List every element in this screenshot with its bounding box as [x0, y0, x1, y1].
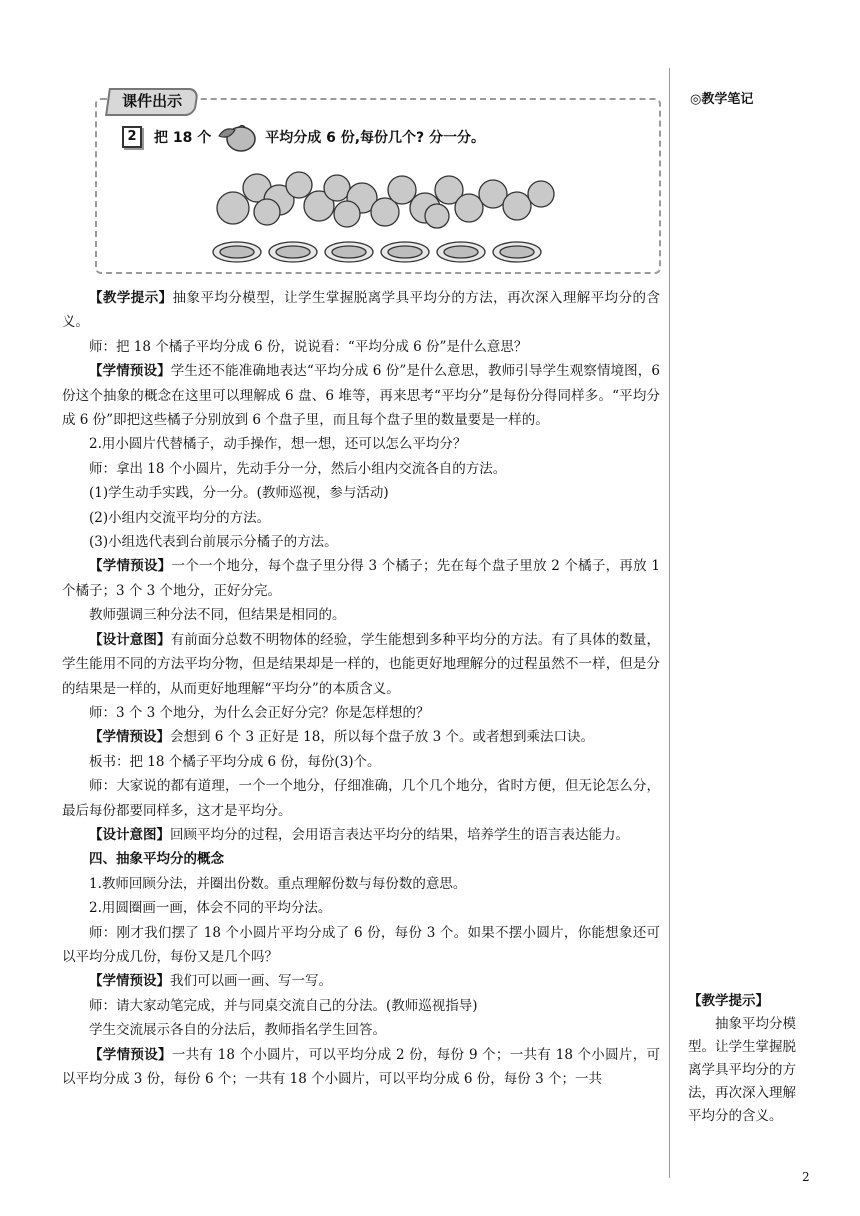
paragraph-tag: 【学情预设】 — [89, 558, 172, 575]
paragraph-tag: 【教学提示】 — [89, 290, 173, 306]
problem-text-b: 平均分成 6 份,每份几个? 分一分。 — [265, 130, 486, 146]
paragraph-text: 2.用圆圈画一画，体会不同的平均分法。 — [89, 900, 332, 917]
paragraph — [62, 457, 660, 481]
paragraph — [62, 1018, 660, 1042]
paragraph — [62, 481, 660, 505]
paragraph-text: 我们可以画一画、写一写。 — [170, 973, 332, 990]
paragraph-text: 1.教师回顾分法，并圈出份数。重点理解份数与每份数的意思。 — [89, 875, 467, 892]
paragraph — [62, 359, 660, 432]
paragraph-text: 学生还不能准确地表达“平均分成 6 份”是什么意思，教师引导学生观察情境图，6 份这个抽象的概念在这里可以理解成 6 盘、6 堆等，再来思考“平均分”是每份分得同样多。“平均分成 6 份”即把这些橘子分别放到 6 个盘子里，而且每个盘子里的数量要是一样的。 — [62, 363, 660, 429]
paragraph-text: 教师强调三种分法不同，但结果是相同的。 — [89, 607, 346, 624]
paragraph-text: 师：拿出 18 个小圆片，先动手分一分，然后小组内交流各自的方法。 — [89, 460, 507, 477]
lesson-body — [62, 286, 660, 1091]
orange-icon — [215, 122, 261, 152]
paragraph-text: 师：大家说的都有道理，一个一个地分，仔细准确，几个几个地分，省时方便，但无论怎么分，最后每份都要同样多，这才是平均分。 — [62, 778, 660, 819]
paragraph — [62, 725, 660, 749]
paragraph-tag: 【设计意图】 — [89, 826, 170, 843]
paragraph — [62, 847, 660, 871]
problem-number: 2 — [122, 126, 142, 148]
paragraph — [62, 506, 660, 530]
oranges-icon — [217, 172, 554, 228]
paragraph-text: 四、抽象平均分的概念 — [89, 851, 224, 868]
notes-title: ◎教学笔记 — [690, 92, 754, 107]
paragraph-text: 师：刚才我们摆了 18 个小圆片平均分成了 6 份，每份 3 个。如果不摆小圆片，你能想象还可以平均分成几份，每份又是几个吗？ — [62, 924, 660, 965]
oranges-and-plates-illustration — [197, 160, 577, 265]
problem-text-a: 把 18 个 — [154, 130, 212, 146]
courseware-box — [95, 92, 661, 274]
paragraph — [62, 603, 660, 627]
paragraph — [62, 994, 660, 1018]
paragraph-text: 会想到 6 个 3 正好是 18，所以每个盘子放 3 个。或者想到乘法口诀。 — [170, 729, 594, 746]
paragraph — [62, 701, 660, 725]
paragraph-tag: 【学情预设】 — [89, 729, 170, 746]
paragraph-text: 学生交流展示各自的分法后，教师指名学生回答。 — [89, 1022, 386, 1039]
paragraph-text: 一共有 18 个小圆片，可以平均分成 2 份，每份 9 个；一共有 18 个小圆片，可以平均分成 3 份，每份 6 个；一共有 18 个小圆片，可以平均分成 6 份，每份 3 个；一共 — [62, 1046, 660, 1087]
paragraph-text: (3)小组选代表到台前展示分橘子的方法。 — [89, 534, 338, 551]
side-note — [688, 990, 806, 1128]
paragraph-tag: 【学情预设】 — [89, 363, 171, 380]
paragraph-tag: 【设计意图】 — [89, 631, 171, 648]
paragraph-text: 师：请大家动笔完成，并与同桌交流自己的分法。(教师巡视指导) — [89, 997, 478, 1014]
problem-statement — [122, 122, 485, 152]
paragraph-text: 抽象平均分模型，让学生掌握脱离学具平均分的方法，再次深入理解平均分的含义。 — [62, 290, 660, 331]
paragraph-text: (2)小组内交流平均分的方法。 — [89, 509, 271, 526]
paragraph — [62, 774, 660, 823]
paragraph — [62, 530, 660, 554]
courseware-header — [105, 88, 199, 116]
plates-icon — [213, 242, 541, 262]
paragraph-text: 一个一个地分，每个盘子里分得 3 个橘子；先在每个盘子里放 2 个橘子，再放 1 个橘子；3 个 3 个地分，正好分完。 — [62, 558, 661, 599]
paragraph — [62, 628, 660, 701]
paragraph — [62, 335, 660, 359]
paragraph — [62, 554, 660, 603]
paragraph-tag: 【学情预设】 — [89, 1046, 172, 1063]
paragraph-text: 师：把 18 个橘子平均分成 6 份，说说看：“平均分成 6 份”是什么意思？ — [89, 338, 528, 355]
paragraph-text: 有前面分总数不明物体的经验，学生能想到多种平均分的方法。有了具体的数量，学生能用不同的方法平均分物，但是结果却是一样的，也能更好地理解分的过程虽然不一样，但是分的结果是一样的，从而更好地理解“平均分”的本质含义。 — [62, 631, 661, 697]
paragraph — [62, 969, 660, 993]
paragraph — [62, 750, 660, 774]
paragraph-text: 师：3 个 3 个地分，为什么会正好分完？你是怎样想的？ — [89, 704, 430, 721]
side-note-title: 【教学提示】 — [688, 993, 769, 1009]
paragraph — [62, 286, 660, 335]
paragraph — [62, 432, 660, 456]
paragraph — [62, 872, 660, 896]
paragraph — [62, 921, 660, 970]
paragraph-text: 板书：把 18 个橘子平均分成 6 份，每份(3)个。 — [89, 753, 381, 770]
paragraph-text: 2.用小圆片代替橘子，动手操作，想一想，还可以怎么平均分？ — [89, 436, 467, 453]
margin-divider — [669, 68, 670, 1178]
side-note-body: 抽象平均分模型。让学生掌握脱离学具平均分的方法，再次深入理解平均分的含义。 — [688, 1016, 796, 1124]
paragraph — [62, 823, 660, 847]
paragraph — [62, 1043, 660, 1092]
page-number: 2 — [802, 1170, 810, 1184]
paragraph-text: (1)学生动手实践，分一分。(教师巡视，参与活动) — [89, 485, 389, 502]
paragraph — [62, 896, 660, 920]
paragraph-text: 回顾平均分的过程，会用语言表达平均分的结果，培养学生的语言表达能力。 — [170, 826, 629, 843]
paragraph-tag: 【学情预设】 — [89, 973, 170, 990]
courseware-header-label: 课件出示 — [122, 92, 183, 110]
